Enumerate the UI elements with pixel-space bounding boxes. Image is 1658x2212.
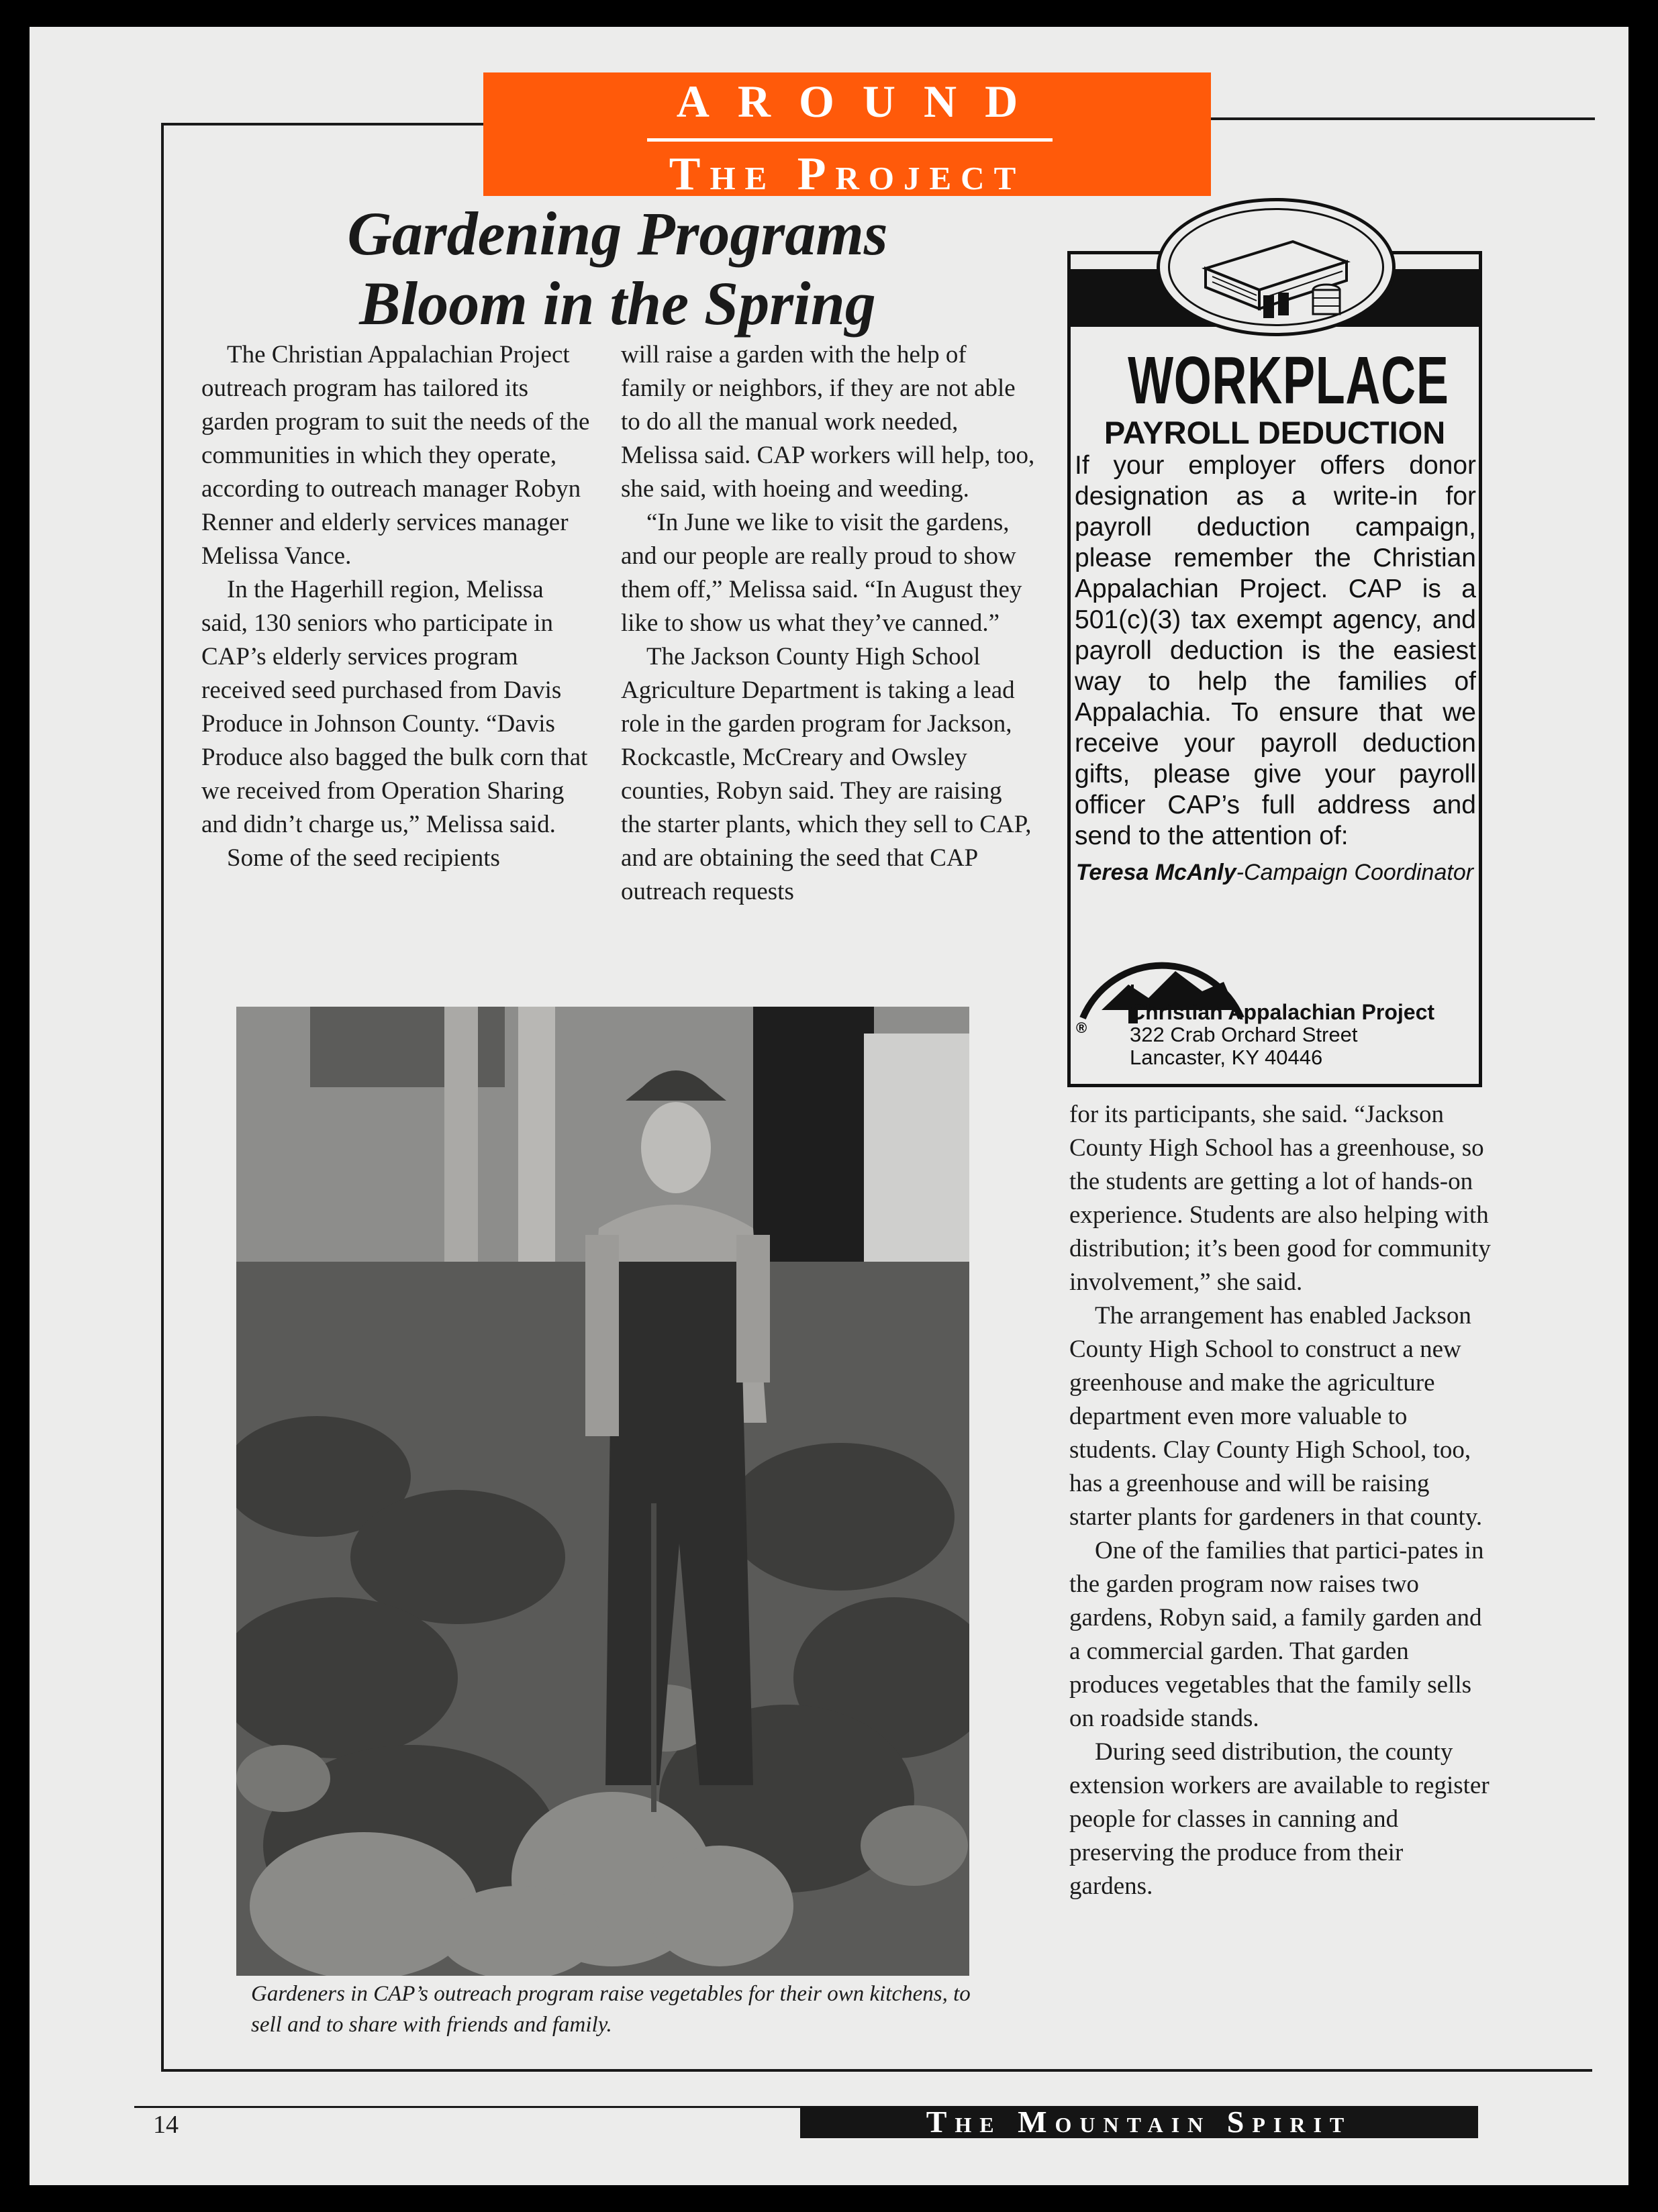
ad-subtitle: PAYROLL DEDUCTION [1104,415,1446,450]
ad-contact-name: Teresa McAnly [1075,860,1236,885]
article-paragraph: The Jackson County High School Agriculture Department is taking a lead role in the garden program for Jackson, Rockcastle, McCreary and Owsley counties, Robyn said. They are raising the starter plants, which they sell to CAP, and are obtaining the seed that CAP outreach requests [621,643,1032,905]
frame-rule [1211,117,1595,120]
article-column-2 [621,338,1037,909]
banner-line-1: AROUND [676,76,1046,127]
ad-org-name: Christian Appalachian Project [1130,1000,1435,1024]
ad-emblem [1157,198,1396,336]
ad-body-text: If your employer offers donor designation as a write-in for payroll deduction campaign, please remember the Christian Appalachian Project. CAP is a 501(c)(3) tax exempt agency, and payroll deduction is the easiest way to help the families of Appalachia. To ensure that we receive your payroll deduction gifts, please give your payroll officer CAP’s full address and send to the attention of: [1075,451,1476,850]
article-paragraph: One of the families that partici-pates in the garden program now raises two gardens, Robyn said, a family garden and a commercial garden. That garden produces vegetables that the family sells on roadside stands. [1069,1537,1484,1732]
banner-line-2: The Project [669,148,1026,200]
publication-name: The Mountain Spirit [800,2106,1478,2138]
article-paragraph: will raise a garden with the help of family or neighbors, if they are not able to do all the manual work needed, Melissa said. CAP workers will help, too, she said, with hoeing and weeding. [621,341,1035,503]
building-icon [1199,215,1360,322]
banner-divider [647,138,1053,142]
frame-rule [161,2069,1592,2072]
article-paragraph: The arrangement has enabled Jackson County High School to construct a new greenhouse and make the agriculture department even more valuable to students. Clay County High School, too, has a greenhouse and will be raising starter plants for gardeners in that county. [1069,1302,1483,1531]
frame-rule [161,123,164,2072]
ad-address-line-1: 322 Crab Orchard Street [1130,1023,1358,1046]
article-paragraph: During seed distribution, the county extension workers are available to register people for classes in canning and preserving the produce from their gardens. [1069,1738,1490,1900]
article-column-3 [1069,1098,1492,1903]
ad-title: WORKPLACE [1128,343,1449,418]
article-headline: Gardening Programs Bloom in the Spring [347,199,888,338]
ad-address-line-2: Lancaster, KY 40446 [1130,1046,1323,1069]
ad-contact-role: -Campaign Coordinator [1236,860,1474,885]
ad-contact [1071,857,1479,888]
article-paragraph: In the Hagerhill region, Melissa said, 130 seniors who participate in CAP’s elderly services program received seed purchased from Davis Produce in Johnson County. “Davis Produce also bagged the bulk corn that we received from Operation Sharing and didn’t charge us,” Melissa said. [201,576,588,838]
section-banner [483,72,1211,200]
page-number: 14 [153,2111,179,2139]
ad-address [1130,1001,1472,1069]
article-paragraph: “In June we like to visit the gardens, and our people are really proud to show them off,” Melissa said. “In August they like to show us what they’ve canned.” [621,509,1022,637]
gardener-photo [236,1007,969,1976]
registered-mark: ® [1076,1019,1087,1036]
payroll-ad [1067,251,1482,1087]
article-paragraph: Some of the seed recipients [227,844,500,872]
article-paragraph: The Christian Appalachian Project outreach program has tailored its garden program to suit the needs of the communities in which they operate, according to outreach manager Robyn Renner and elderly services manager Melissa Vance. [201,341,590,570]
frame-rule [161,123,483,125]
article-column-1 [201,338,591,875]
article-paragraph: for its participants, she said. “Jackson County High School has a greenhouse, so the students are getting a lot of hands-on experience. Students are also helping with distribution; it’s been good for community involvement,” she said. [1069,1101,1491,1296]
photo-caption: Gardeners in CAP’s outreach program raise vegetables for their own kitchens, to sell and to share with friends and family. [251,1982,971,2037]
